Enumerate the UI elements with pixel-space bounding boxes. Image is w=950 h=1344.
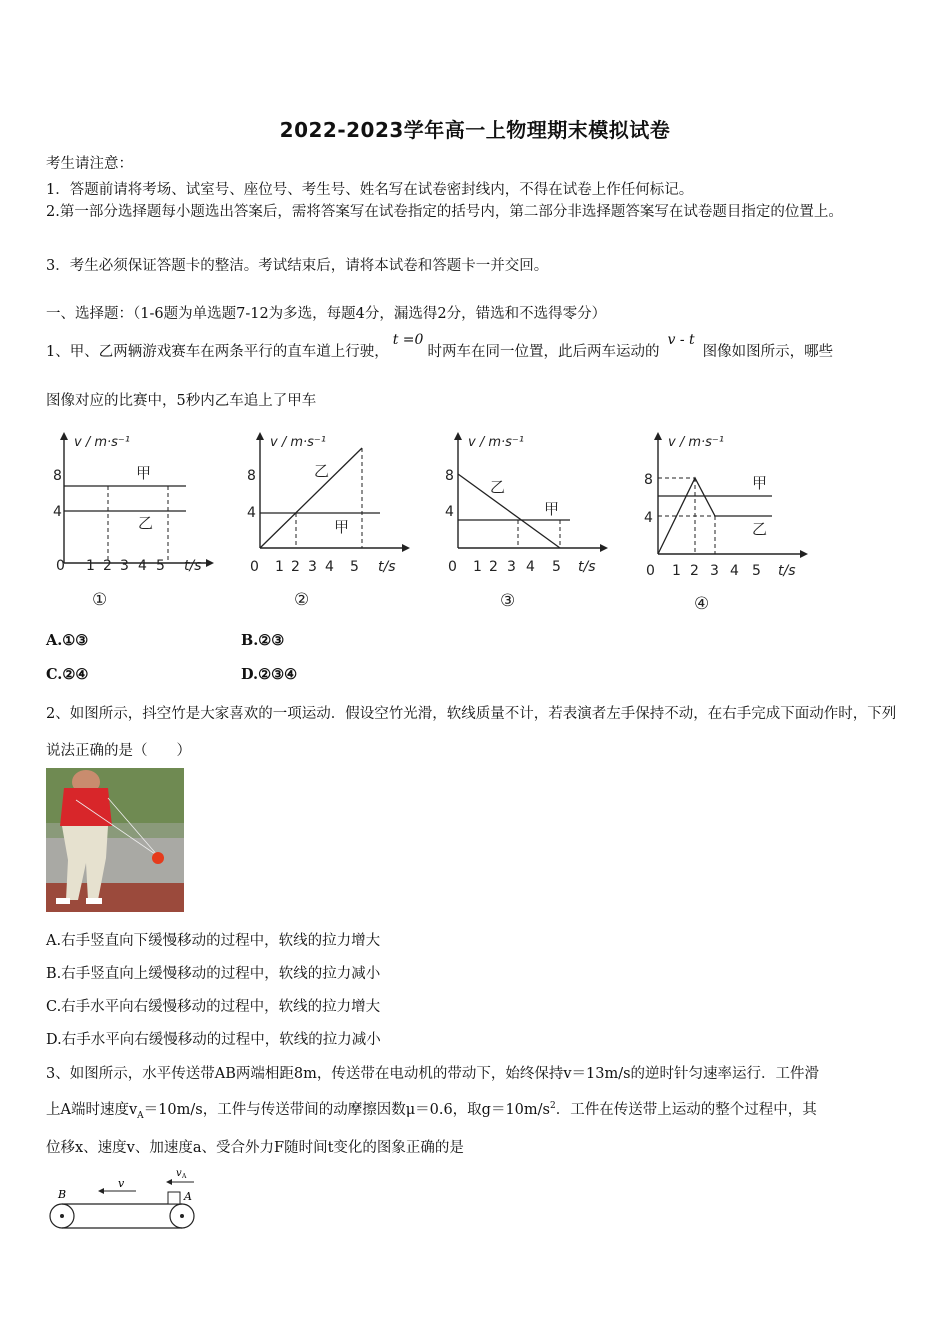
q1-option-a[interactable]: A.①③ xyxy=(46,632,89,649)
graph3-y-tick-8: 8 xyxy=(445,468,454,484)
graph2-x-tick-2: 2 xyxy=(291,559,300,575)
q3-line2-sub-a: A xyxy=(137,1110,144,1121)
notice-item-3: 3．考生必须保证答题卡的整洁。考试结束后，请将本试卷和答题卡一并交回。 xyxy=(46,258,549,274)
q3-line2-part-a: 上A端时速度v xyxy=(46,1102,138,1118)
graph2-x-tick-4: 4 xyxy=(325,559,334,575)
graph1-x-tick-0: 0 xyxy=(56,558,65,574)
graph4-y-tick-8: 8 xyxy=(644,472,653,488)
notice-item-1: 1．答题前请将考场、试室号、座位号、考生号、姓名写在试卷密封线内，不得在试卷上作任何标记。 xyxy=(46,182,694,198)
graph1-x-tick-5: 5 xyxy=(156,558,165,574)
graph1-yi-label: 乙 xyxy=(138,514,154,532)
graph4-x-tick-3: 3 xyxy=(710,563,719,579)
q3-stem-line1: 3、如图所示，水平传送带AB两端相距8m，传送带在电动机的带动下，始终保持v＝13m/s的逆时针匀速率运行．工件滑 xyxy=(46,1066,820,1082)
graph3-x-tick-4: 4 xyxy=(526,559,535,575)
q3-label-va: v xyxy=(176,1168,182,1179)
graph4-caption: ④ xyxy=(694,594,710,614)
graph1-y-tick-4: 4 xyxy=(53,504,62,520)
graph1-y-tick-8: 8 xyxy=(53,468,62,484)
graph1-x-tick-3: 3 xyxy=(120,558,129,574)
graph2-y-tick-8: 8 xyxy=(247,468,256,484)
q2-option-c[interactable]: C.右手水平向右缓慢移动的过程中，软线的拉力增大 xyxy=(46,999,381,1015)
q3-label-v: v xyxy=(118,1177,125,1190)
graph4-x-tick-0: 0 xyxy=(646,563,655,579)
q1-math-t0: t =0 xyxy=(392,332,424,348)
q3-label-a: A xyxy=(184,1190,192,1203)
graph1-y-label: v / m·s⁻¹ xyxy=(74,435,130,450)
q3-stem-line3: 位移x、速度v、加速度a、受合外力F随时间t变化的图象正确的是 xyxy=(46,1140,464,1156)
graph1-x-label: t/s xyxy=(184,558,202,574)
q3-line2-part-c: ．工件在传送带上运动的整个过程中，其 xyxy=(555,1102,817,1118)
graph4-yi-label: 乙 xyxy=(752,520,768,538)
graph2-y-label: v / m·s⁻¹ xyxy=(270,435,326,450)
q3-line2-part-b: ＝10m/s，工件与传送带间的动摩擦因数μ＝0.6，取g＝10m/s xyxy=(143,1102,550,1118)
graph4-x-tick-4: 4 xyxy=(730,563,739,579)
graph1-x-tick-2: 2 xyxy=(103,558,112,574)
section-heading: 一、选择题：（1-6题为单选题7-12为多选，每题4分，漏选得2分，错选和不选得零分） xyxy=(46,306,607,322)
graph2-yi-label: 乙 xyxy=(314,462,330,480)
q1-graph-3 xyxy=(440,428,610,622)
q2-option-a[interactable]: A.右手竖直向下缓慢移动的过程中，软线的拉力增大 xyxy=(46,933,381,949)
graph2-jia-label: 甲 xyxy=(334,518,350,536)
graph3-caption: ③ xyxy=(500,591,516,611)
graph4-x-tick-2: 2 xyxy=(690,563,699,579)
q1-graph-1 xyxy=(46,428,216,622)
graph3-x-tick-2: 2 xyxy=(489,559,498,575)
q1-math-vt: v - t xyxy=(667,332,695,348)
q3-conveyor-diagram xyxy=(44,1164,204,1238)
graph4-y-tick-4: 4 xyxy=(644,510,653,526)
graph4-y-label: v / m·s⁻¹ xyxy=(668,435,724,450)
q1-graph-2 xyxy=(242,428,412,622)
q3-label-b: B xyxy=(58,1188,67,1201)
graph2-x-tick-3: 3 xyxy=(308,559,317,575)
graph3-x-tick-1: 1 xyxy=(473,559,482,575)
graph1-caption: ① xyxy=(92,590,108,610)
graph1-x-tick-1: 1 xyxy=(86,558,95,574)
graph4-jia-label: 甲 xyxy=(752,474,768,492)
graph2-x-tick-1: 1 xyxy=(275,559,284,575)
graph3-x-tick-5: 5 xyxy=(552,559,561,575)
graph2-x-label: t/s xyxy=(378,559,396,575)
q1-option-b[interactable]: B.②③ xyxy=(241,632,285,649)
q2-option-d[interactable]: D.右手水平向右缓慢移动的过程中，软线的拉力减小 xyxy=(46,1032,381,1048)
q1-stem-part2: 时两车在同一位置，此后两车运动的 xyxy=(427,344,660,360)
graph3-jia-label: 甲 xyxy=(544,500,560,518)
graph2-caption: ② xyxy=(294,590,310,610)
notice-item-2: 2.第一部分选择题每小题选出答案后，需将答案写在试卷指定的括号内，第二部分非选择题答案写在试卷题目指定的位置上。 xyxy=(46,204,843,220)
notice-heading: 考生请注意： xyxy=(46,156,133,172)
graph3-x-label: t/s xyxy=(578,559,596,575)
graph2-y-tick-4: 4 xyxy=(247,505,256,521)
graph4-x-label: t/s xyxy=(778,563,796,579)
q2-diabolo-photo xyxy=(46,768,184,912)
q3-stem-line2 xyxy=(46,1098,817,1121)
q1-stem-part1: 1、甲、乙两辆游戏赛车在两条平行的直车道上行驶， xyxy=(46,344,389,360)
graph4-x-tick-5: 5 xyxy=(752,563,761,579)
q2-stem: 2、如图所示，抖空竹是大家喜欢的一项运动．假设空竹光滑，软线质量不计，若表演者左手保持不动，在右手完成下面动作时，下列说法正确的是（ ） xyxy=(46,706,897,759)
graph4-x-tick-1: 1 xyxy=(672,563,681,579)
q3-line2-sup-2: 2 xyxy=(550,1101,556,1112)
q1-stem-line2: 图像对应的比赛中，5秒内乙车追上了甲车 xyxy=(46,393,317,409)
q2-option-b[interactable]: B.右手竖直向上缓慢移动的过程中，软线的拉力减小 xyxy=(46,966,381,982)
q1-option-c[interactable]: C.②④ xyxy=(46,666,89,683)
graph3-y-label: v / m·s⁻¹ xyxy=(468,435,524,450)
graph1-x-tick-4: 4 xyxy=(138,558,147,574)
graph3-y-tick-4: 4 xyxy=(445,504,454,520)
graph2-x-tick-0: 0 xyxy=(250,559,259,575)
q1-stem xyxy=(46,332,834,361)
q3-label-va-sub: A xyxy=(182,1173,187,1180)
graph3-yi-label: 乙 xyxy=(490,478,506,496)
graph1-jia-label: 甲 xyxy=(136,464,152,482)
q1-graph-4 xyxy=(640,428,810,622)
graph2-x-tick-5: 5 xyxy=(350,559,359,575)
page-title: 2022-2023学年高一上物理期末模拟试卷 xyxy=(279,118,671,142)
graph3-x-tick-0: 0 xyxy=(448,559,457,575)
graph3-x-tick-3: 3 xyxy=(507,559,516,575)
q1-option-d[interactable]: D.②③④ xyxy=(241,666,298,683)
q1-stem-part3: 图像如图所示，哪些 xyxy=(702,344,834,360)
